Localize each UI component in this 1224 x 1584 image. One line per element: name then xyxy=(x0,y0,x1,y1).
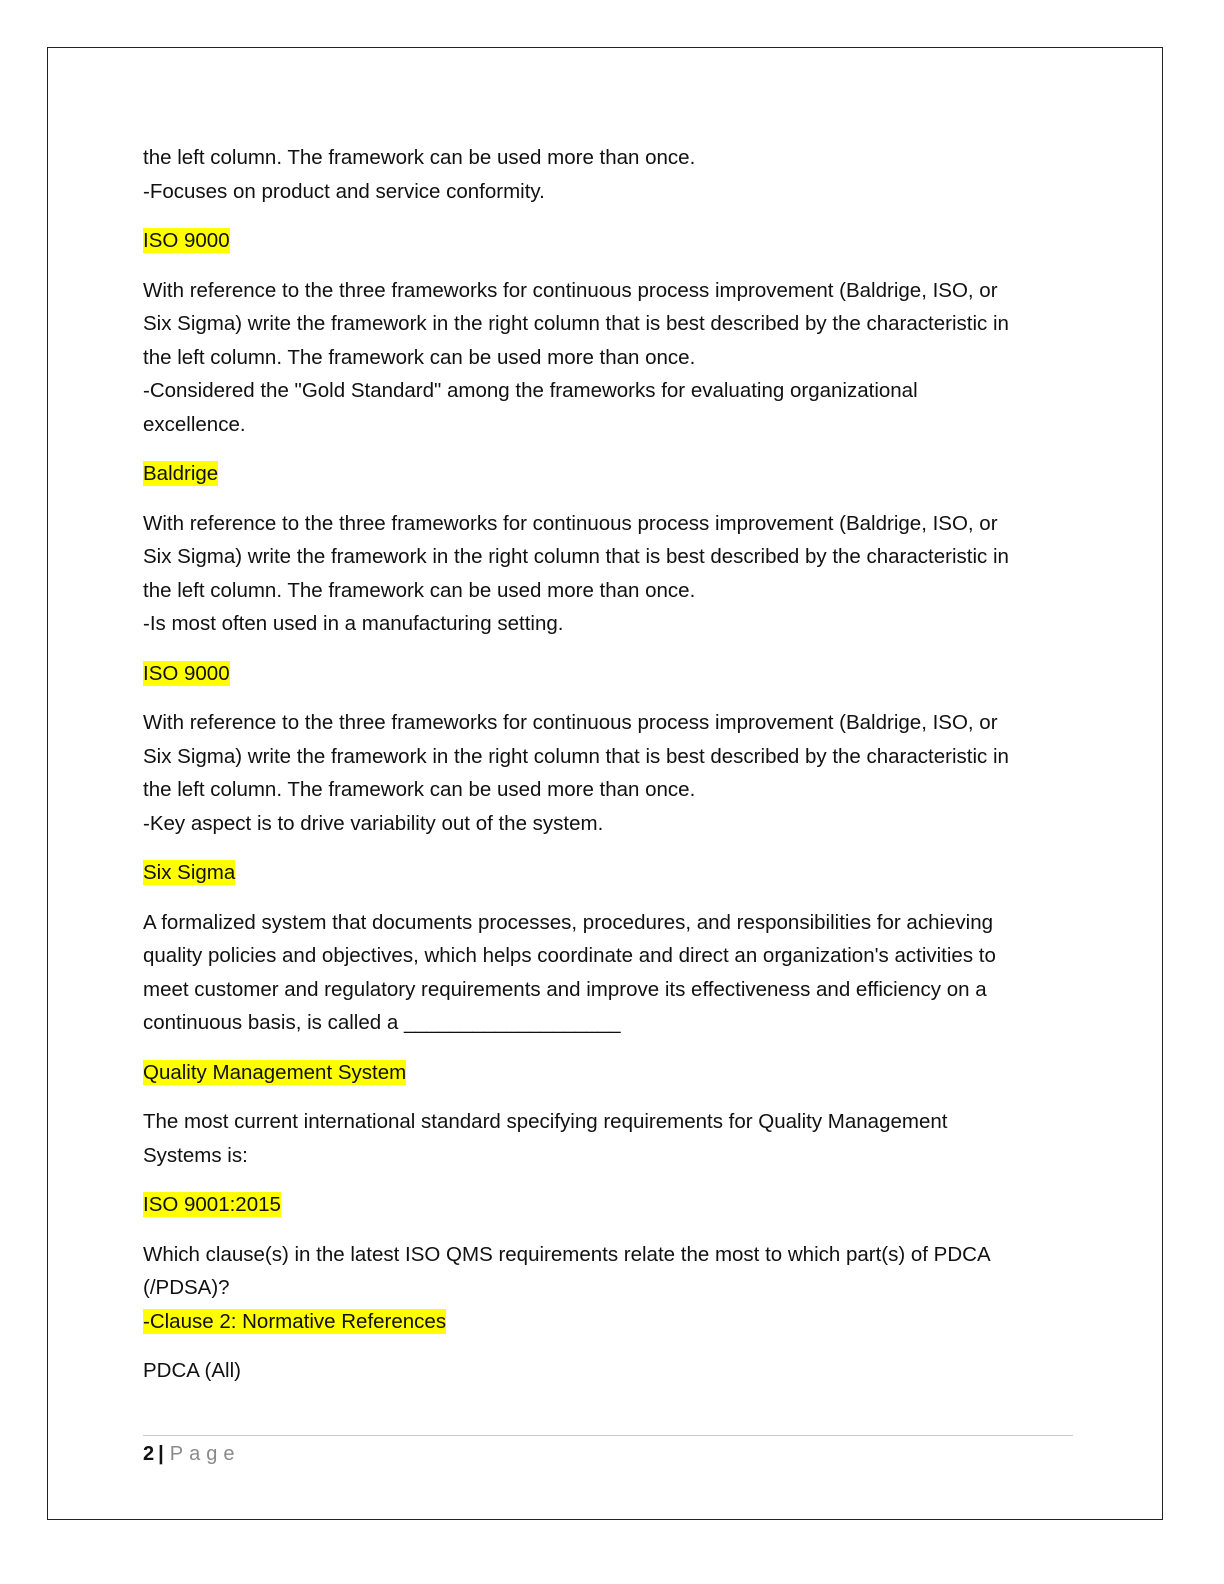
question-block xyxy=(143,507,1078,691)
answer-paragraph xyxy=(143,856,1078,890)
page-number: 2 xyxy=(143,1443,155,1465)
highlighted-answer: Quality Management System xyxy=(143,1060,407,1084)
question-line: excellence. xyxy=(143,412,246,436)
question-line: Which clause(s) in the latest ISO QMS requirements relate the most to which part(s) of PDCA xyxy=(143,1242,991,1266)
highlighted-answer: -Clause 2: Normative References xyxy=(143,1309,447,1333)
question-text xyxy=(143,141,1078,208)
highlighted-answer: Baldrige xyxy=(143,462,219,485)
question-line: -Is most often used in a manufacturing setting. xyxy=(143,612,564,635)
question-block xyxy=(143,1238,1078,1388)
question-text xyxy=(143,1238,1078,1339)
note-paragraph xyxy=(143,1354,1078,1388)
answer-line xyxy=(143,1305,1078,1339)
question-line: Six Sigma) write the framework in the right column that is best described by the characteristic in xyxy=(143,744,1009,768)
question-block xyxy=(143,706,1078,890)
page-footer xyxy=(143,1440,240,1468)
question-line: -Focuses on product and service conformity. xyxy=(143,179,545,203)
footer-divider xyxy=(143,1435,1073,1436)
question-line: With reference to the three frameworks for continuous process improvement (Baldrige, ISO, or xyxy=(143,278,998,302)
question-line: the left column. The framework can be used more than once. xyxy=(143,578,696,602)
question-line: the left column. The framework can be used more than once. xyxy=(143,345,696,369)
document-body xyxy=(143,141,1078,1404)
answer-paragraph xyxy=(143,1188,1078,1222)
answer-paragraph xyxy=(143,657,1078,691)
question-line: A formalized system that documents processes, procedures, and responsibilities for achieving xyxy=(143,910,994,934)
question-text xyxy=(143,507,1078,641)
question-line: quality policies and objectives, which helps coordinate and direct an organization's activities to xyxy=(143,944,996,967)
question-line: Six Sigma) write the framework in the right column that is best described by the characteristic in xyxy=(143,312,1009,335)
question-line: meet customer and regulatory requirements and improve its effectiveness and efficiency on a xyxy=(143,977,987,1001)
question-line: the left column. The framework can be used more than once. xyxy=(143,778,696,801)
question-text xyxy=(143,1105,1078,1172)
question-line: The most current international standard specifying requirements for Quality Management xyxy=(143,1110,948,1133)
question-line: -Key aspect is to drive variability out of the system. xyxy=(143,811,604,835)
question-text xyxy=(143,906,1078,1040)
question-line: With reference to the three frameworks for continuous process improvement (Baldrige, ISO, or xyxy=(143,511,998,535)
question-line: -Considered the "Gold Standard" among the frameworks for evaluating organizational xyxy=(143,379,918,402)
question-line: the left column. The framework can be used more than once. xyxy=(143,146,696,169)
question-text xyxy=(143,706,1078,840)
question-line: With reference to the three frameworks for continuous process improvement (Baldrige, ISO, or xyxy=(143,711,998,734)
question-text xyxy=(143,274,1078,442)
question-line: continuous basis, is called a ___________________ xyxy=(143,1011,621,1034)
question-line: (/PDSA)? xyxy=(143,1276,230,1299)
pdca-note: PDCA (All) xyxy=(143,1359,241,1382)
question-block xyxy=(143,906,1078,1090)
answer-paragraph xyxy=(143,457,1078,491)
question-block xyxy=(143,141,1078,258)
highlighted-answer: Six Sigma xyxy=(143,861,236,884)
question-line: Systems is: xyxy=(143,1143,248,1167)
question-block xyxy=(143,1105,1078,1222)
highlighted-answer: ISO 9001:2015 xyxy=(143,1193,281,1216)
answer-paragraph xyxy=(143,224,1078,258)
footer-separator: | xyxy=(158,1443,164,1465)
highlighted-answer: ISO 9000 xyxy=(143,229,230,252)
answer-paragraph xyxy=(143,1056,1078,1090)
page-label: Page xyxy=(169,1443,241,1465)
question-block xyxy=(143,274,1078,491)
question-line: Six Sigma) write the framework in the right column that is best described by the characteristic in xyxy=(143,545,1009,568)
highlighted-answer: ISO 9000 xyxy=(143,661,230,685)
